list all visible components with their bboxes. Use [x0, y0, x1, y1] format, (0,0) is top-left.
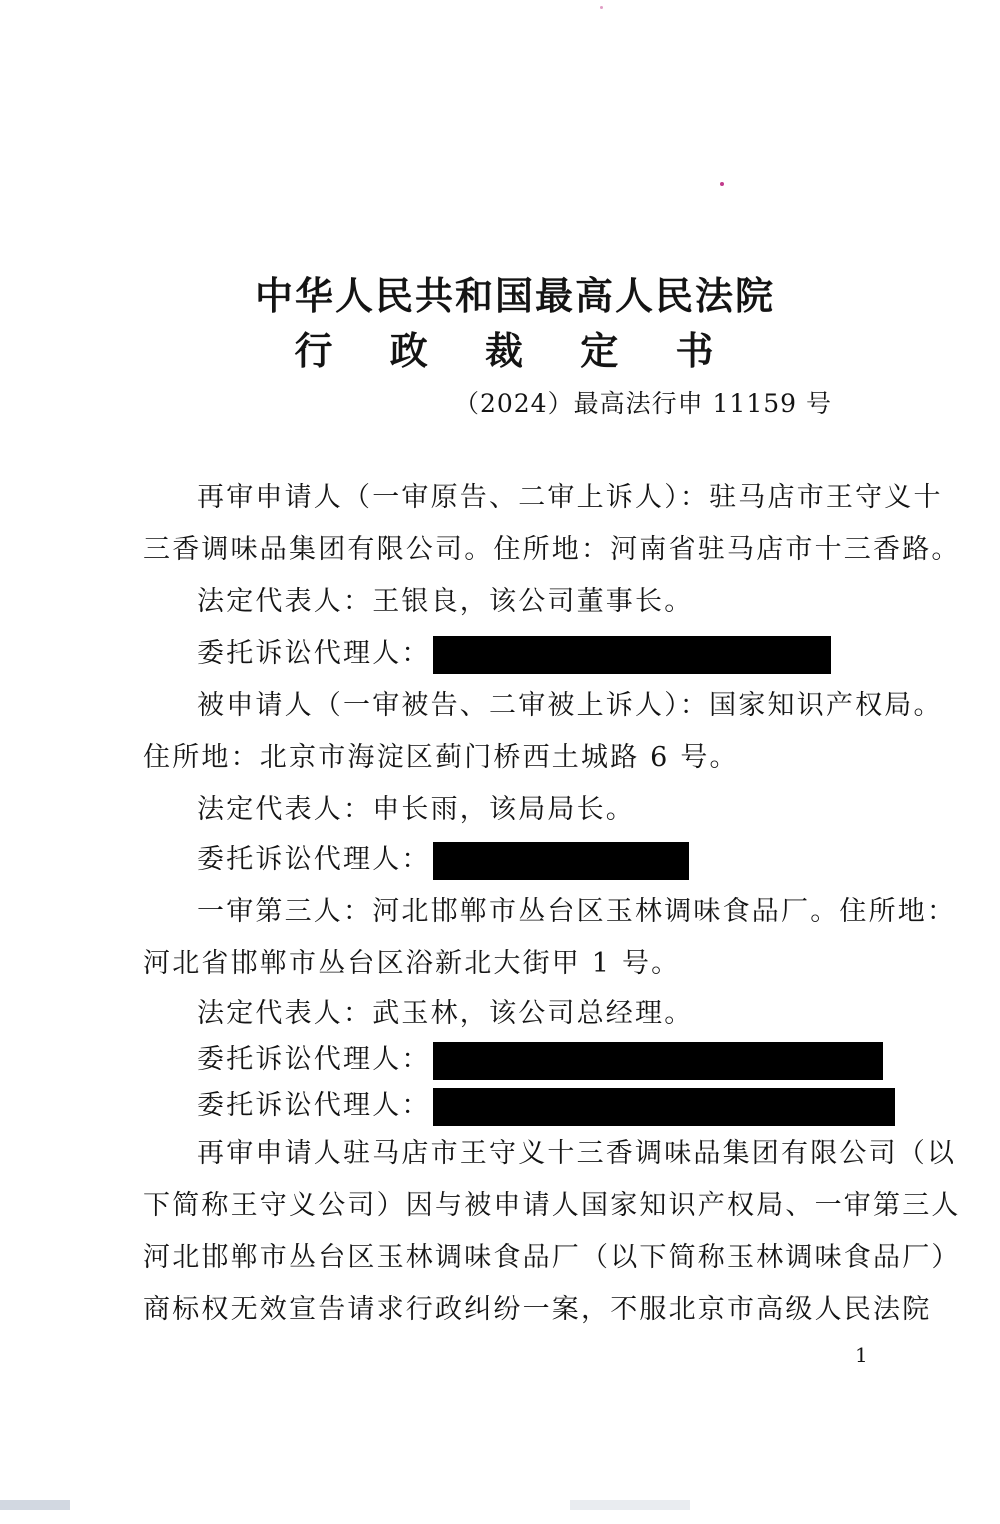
paragraph-line: 下简称王守义公司）因与被申请人国家知识产权局、一审第三人	[143, 1190, 961, 1221]
applicant-legal-rep: 法定代表人：王银良，该公司董事长。	[197, 586, 694, 617]
page-number: 1	[855, 1343, 868, 1367]
paragraph-line: 商标权无效宣告请求行政纠纷一案，不服北京市高级人民法院	[143, 1294, 932, 1325]
respondent-line: 被申请人（一审被告、二审被上诉人）：国家知识产权局。	[197, 690, 943, 721]
applicant-agent-label: 委托诉讼代理人：	[197, 638, 431, 669]
scan-edge-mark	[570, 1500, 690, 1510]
redaction-bar	[433, 842, 689, 880]
scan-edge-mark	[0, 1500, 70, 1510]
redaction-bar	[433, 636, 831, 674]
respondent-legal-rep: 法定代表人：申长雨，该局局长。	[197, 794, 635, 825]
third-party-agent-line-2	[197, 1086, 887, 1126]
scan-speck	[600, 6, 603, 9]
scan-speck	[720, 182, 724, 186]
respondent-agent-label: 委托诉讼代理人：	[197, 844, 431, 875]
third-party-agent-label-2: 委托诉讼代理人：	[197, 1090, 431, 1121]
paragraph-line: 再审申请人驻马店市王守义十三香调味品集团有限公司（以	[197, 1138, 957, 1169]
court-name: 中华人民共和国最高人民法院	[254, 273, 775, 318]
document-type: 行 政 裁 定 书	[294, 328, 736, 373]
case-number: （2024）最高法行申 11159 号	[453, 389, 832, 418]
third-party-legal-rep: 法定代表人：武玉林，该公司总经理。	[197, 998, 694, 1029]
third-party-address: 河北省邯郸市丛台区浴新北大街甲 1 号。	[143, 948, 681, 979]
respondent-agent-line	[197, 840, 887, 880]
third-party-agent-label-1: 委托诉讼代理人：	[197, 1044, 431, 1075]
third-party-agent-line-1	[197, 1040, 887, 1080]
redaction-bar	[433, 1042, 883, 1080]
respondent-address: 住所地：北京市海淀区蓟门桥西土城路 6 号。	[143, 742, 739, 773]
paragraph-line: 河北邯郸市丛台区玉林调味食品厂（以下简称玉林调味食品厂）	[143, 1242, 961, 1273]
applicant-line-cont: 三香调味品集团有限公司。住所地：河南省驻马店市十三香路。	[143, 534, 961, 565]
redaction-bar	[433, 1088, 895, 1126]
applicant-agent-line	[197, 634, 887, 674]
applicant-line: 再审申请人（一审原告、二审上诉人）：驻马店市王守义十	[197, 482, 943, 513]
third-party-line: 一审第三人：河北邯郸市丛台区玉林调味食品厂。住所地：	[197, 896, 957, 927]
